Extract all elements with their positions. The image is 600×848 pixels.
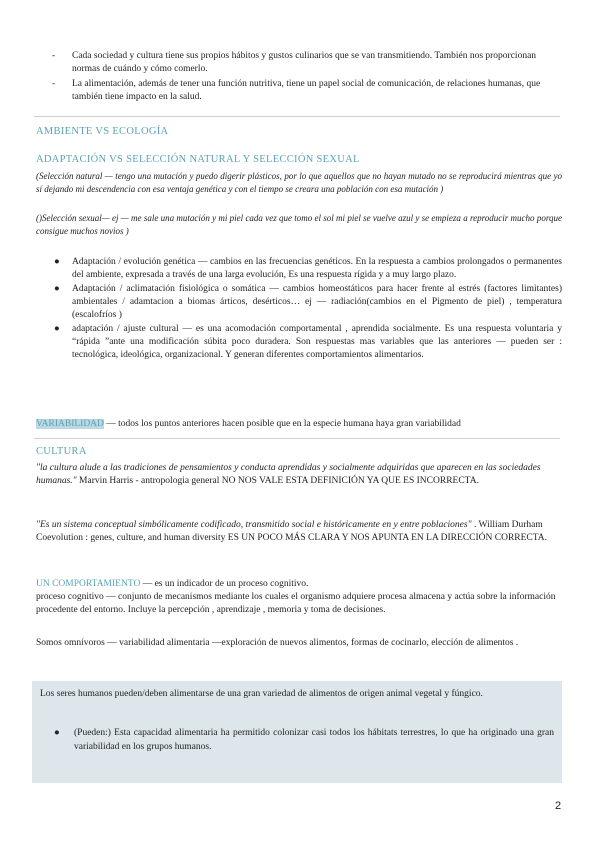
divider	[34, 116, 560, 117]
cultura-author-1: Marvin Harris - antropologia general NO NOS VALE ESTA DEFINICIÓN YA QUE ES INCORRECTA.	[76, 476, 479, 486]
adapt-bullet-fisiologica: Adaptación / aclimatación fisiológica o somática — cambios homeostáticos para hacer frente al estrés (factores limitantes) ambientales / adamtacion a biomas árticos, desérticos… ej — radiación(cambios en el Pigmento de piel) , temperatura (escalofríos )	[72, 284, 562, 320]
list-item	[54, 726, 554, 754]
section-heading-cultura: CULTURA	[36, 446, 87, 457]
bullet-dot-icon: ●	[54, 728, 60, 738]
proceso-cognitivo-text: proceso cognitivo — conjunto de mecanismos mediante los cuales el organismo adquiere procesa almacena y actúa sobre la información procedente del entorno. Incluye la percepción , aprendizaje , memoria y toma de decisiones.	[36, 592, 556, 615]
divider	[34, 438, 560, 439]
intro-dash-list	[52, 50, 562, 106]
bullet-dot-icon: ●	[54, 284, 60, 294]
intro-bullet-1: Cada sociedad y cultura tiene sus propios hábitos y gustos culinarios que se van transmitiendo. También nos proporcionan normas de cuándo y cómo comerlo.	[72, 51, 537, 74]
list-item	[54, 323, 562, 362]
bullet-dot-icon: ●	[54, 257, 60, 267]
variabilidad-label: VARIABILIDAD	[36, 419, 104, 429]
italic-natural-note: (Selección natural — tengo una mutación y puedo digerir plásticos, por lo que aquellos que no hayan mutado no se reproducirá mientras que yo sí dejando mi descendencia con esa ventaja genética y con el tiempo se creara una población con esa mutación )	[36, 171, 562, 194]
box-bullet-text: (Pueden:) Esta capacidad alimentaria ha permitido colonizar casi todos los hábitats terrestres, lo que ha originado una gran variabilidad en los grupos humanos.	[74, 728, 554, 752]
variabilidad-line	[36, 418, 562, 431]
intro-bullet-2: La alimentación, además de tener una función nutritiva, tiene un papel social de comunicación, de relaciones humanas, que también tiene impacto en la salud.	[72, 79, 541, 102]
cultura-author-2: . William Durham Coevolution : genes, culture, and human diversity ES UN POCO MÁS CLARA Y NOS APUNTA EN LA DIRECCIÓN CORRECTA.	[36, 520, 548, 543]
dash-marker: -	[52, 79, 56, 89]
dash-marker: -	[52, 51, 56, 61]
list-item	[54, 283, 562, 322]
box-text: Los seres humanos pueden/deben alimentarse de una gran variedad de alimentos de origen animal vegetal y fúngico.	[40, 689, 483, 699]
cultura-definition-1	[36, 462, 562, 488]
adapt-bullet-genetica: Adaptación / evolución genética — cambios en las frecuencias genéticos. En la respuesta a cambios prolongados o permanentes del ambiente, expresada a través de una larga evolución, Es una respuesta rígida y a muy largo plazo.	[72, 257, 562, 280]
list-item	[52, 50, 562, 76]
bullet-dot-icon: ●	[54, 324, 60, 334]
highlight-box	[32, 681, 562, 783]
adaptation-bullet-list	[54, 256, 562, 363]
list-item	[54, 256, 562, 282]
adapt-bullet-cultural: adaptación / ajuste cultural — es una acomodación comportamental , aprendida socialmente. Es una respuesta voluntaria y “rápida ”ante una modificación súbita poco duradera. Son respuestas mas variables que las anteriores — pueden ser : tecnológica, ideológica, organizacional. Y generan diferentes comportamientos alimentarios.	[72, 324, 562, 360]
list-item	[52, 78, 562, 104]
italic-sexual-note: ()Selección sexual— ej — me sale una mutación y mi piel cada vez que tomo el sol mi piel se vuelve azul y se empieza a reproducir mucho porque consigue muchos novios )	[36, 213, 562, 236]
cultura-definition-2	[36, 519, 562, 545]
cultura-quote-2: "Es un sistema conceptual simbólicamente codificado, transmitido social e históricamente en y entre poblaciones"	[36, 520, 472, 530]
variabilidad-text: — todos los puntos anteriores hacen posible que en la especie humana haya gran variabilidad	[103, 419, 461, 429]
comportamiento-label: UN COMPORTAMIENTO	[36, 579, 141, 589]
cultura-quote-1: "la cultura alude a las tradiciones de pensamientos y conducta aprendidas y socialmente adquiridas que aparecen en las sociedades humanas."	[36, 463, 541, 486]
omnivoros-text: Somos omnívoros — variabilidad alimentaria —exploración de nuevos alimentos, formas de cocinarlo, elección de alimentos .	[36, 638, 519, 648]
comportamiento-text: — es un indicador de un proceso cognitivo.	[140, 579, 309, 589]
section-heading-ambiente: AMBIENTE VS ECOLOGÍA	[36, 126, 169, 137]
comportamiento-line	[36, 578, 562, 591]
section-heading-adaptacion: ADAPTACIÓN VS SELECCIÓN NATURAL Y SELECCIÓN SEXUAL	[36, 154, 360, 165]
page-number: 2	[555, 800, 562, 812]
